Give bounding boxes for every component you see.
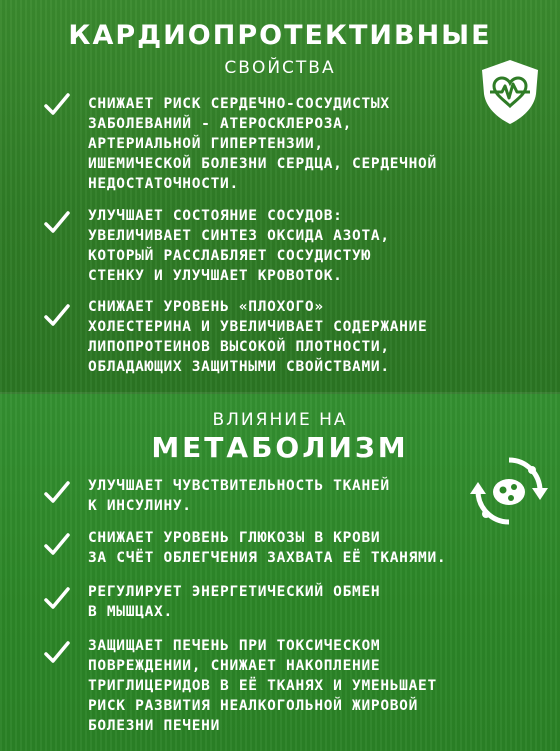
check-icon [44,532,70,558]
list-item-text: УЛУЧШАЕТ ЧУВСТВИТЕЛЬНОСТЬ ТКАНЕЙ К ИНСУЛИНУ. [88,478,390,514]
list-item-text: СНИЖАЕТ УРОВЕНЬ «ПЛОХОГО» ХОЛЕСТЕРИНА И УВЕЛИЧИВАЕТ СОДЕРЖАНИЕ ЛИПОПРОТЕИНОВ ВЫСОКОЙ ПЛОТНОСТИ, ОБЛАДАЮЩИХ ЗАЩИТНЫМИ СВОЙСТВАМИ. [88,299,428,375]
check-icon [44,303,70,329]
check-icon [44,640,70,666]
metabolism-title: МЕТАБОЛИЗМ [151,431,409,464]
list-item-text: ЗАЩИЩАЕТ ПЕЧЕНЬ ПРИ ТОКСИЧЕСКОМ ПОВРЕЖДЕНИИ, СНИЖАЕТ НАКОПЛЕНИЕ ТРИГЛИЦЕРИДОВ В ЕЁ ТКАНЯХ И УМЕНЬШАЕТ РИСК РАЗВИТИЯ НЕАЛКОГОЛЬНОЙ ЖИРОВОЙ БОЛЕЗНИ ПЕЧЕНИ [88,638,437,734]
cardio-title: КАРДИОПРОТЕКТИВНЫЕ [68,20,492,51]
list-item-text: СНИЖАЕТ УРОВЕНЬ ГЛЮКОЗЫ В КРОВИ ЗА СЧЁТ ОБЛЕГЧЕНИЯ ЗАХВАТА ЕЁ ТКАНЯМИ. [88,530,447,566]
metabolism-section [0,394,560,751]
list-item-text: УЛУЧШАЕТ СОСТОЯНИЕ СОСУДОВ: УВЕЛИЧИВАЕТ СИНТЕЗ ОКСИДА АЗОТА, КОТОРЫЙ РАССЛАБЛЯЕТ СОСУДИСТУЮ СТЕНКУ И УЛУЧШАЕТ КРОВОТОК. [88,208,390,284]
list-item-text: СНИЖАЕТ РИСК СЕРДЕЧНО-СОСУДИСТЫХ ЗАБОЛЕВАНИЙ - АТЕРОСКЛЕРОЗА, АРТЕРИАЛЬНОЙ ГИПЕРТЕНЗИИ, ИШЕМИЧЕСКОЙ БОЛЕЗНИ СЕРДЦА, СЕРДЕЧНОЙ НЕДОСТАТОЧНОСТИ. [88,96,437,192]
check-icon [44,480,70,506]
cardio-subtitle: СВОЙСТВА [224,58,336,78]
check-icon [44,586,70,612]
list-item-text: РЕГУЛИРУЕТ ЭНЕРГЕТИЧЕСКИЙ ОБМЕН В МЫШЦАХ. [88,584,381,620]
metabolism-subtitle: ВЛИЯНИЕ НА [212,410,348,430]
check-icon [44,210,70,236]
check-icon [44,92,70,118]
